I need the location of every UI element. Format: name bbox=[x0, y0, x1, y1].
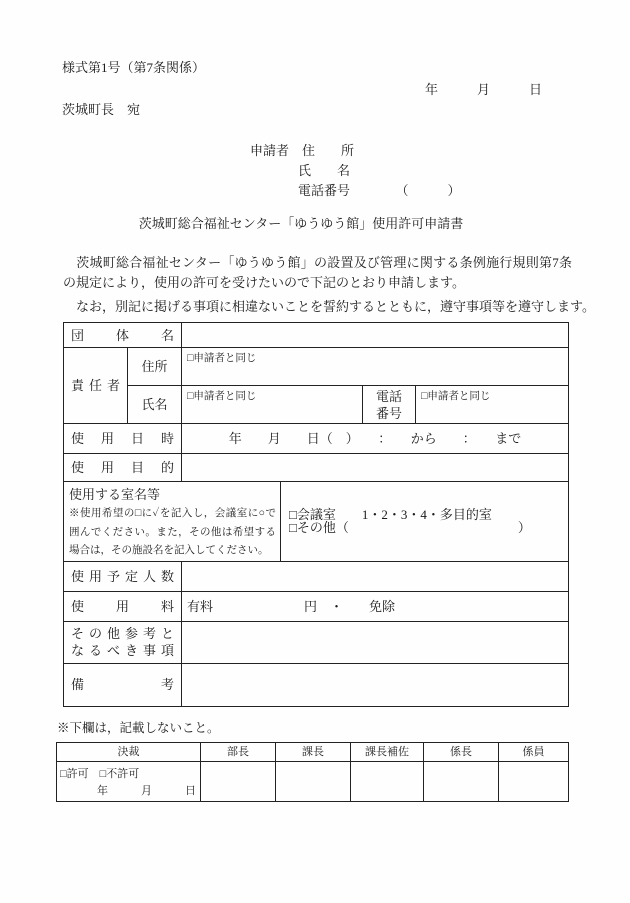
room-name-label-cell bbox=[64, 482, 281, 562]
address-same-as-applicant-checkbox: □申請者と同じ bbox=[182, 348, 569, 386]
responsible-person-label: 責任者 bbox=[64, 348, 128, 424]
room-name-label: 使用する室名等 bbox=[69, 487, 161, 502]
phone-same-as-applicant-checkbox: □申請者と同じ bbox=[416, 386, 569, 424]
approval-note: ※下欄は，記載しないこと。 bbox=[57, 721, 220, 735]
room-name-note: ※使用希望の□に✓を記入し，会議室に○で囲んでください。また，その他は希望する場合は，その施設名を記入してください。 bbox=[69, 508, 277, 556]
stamp-cell-kacho-hosa bbox=[351, 762, 424, 802]
stamp-cell-kakariin bbox=[499, 762, 569, 802]
fee-label: 使用料 bbox=[64, 591, 182, 621]
group-name-label: 団体名 bbox=[64, 323, 182, 348]
remarks-label: 備考 bbox=[64, 663, 182, 706]
form-number: 様式第1号（第7条関係） bbox=[62, 60, 206, 75]
use-purpose-label: 使用目的 bbox=[64, 454, 182, 482]
body-paragraph-2: なお，別記に掲げる事項に相違ないことを誓約するとともに，遵守事項等を遵守します。 bbox=[63, 299, 595, 314]
phone-number-label: 電話 番号 bbox=[363, 386, 416, 424]
decision-cell bbox=[57, 762, 201, 802]
applicant-phone-line: 電話番号 （ ） bbox=[298, 183, 461, 198]
use-datetime-value: 年 月 日（ ） ： から ： まで bbox=[182, 424, 569, 454]
approval-header-kacho: 課長 bbox=[276, 743, 351, 762]
approval-header-kakaricho: 係長 bbox=[424, 743, 499, 762]
page-title: 茨城町総合福祉センター「ゆうゆう館」使用許可申請書 bbox=[138, 216, 464, 231]
fee-value: 有料 円 ・ 免除 bbox=[182, 591, 569, 621]
applicant-name-line: 氏 名 bbox=[298, 163, 351, 178]
approval-header-kessai: 決裁 bbox=[57, 743, 201, 762]
other-room-checkbox: □その他（ ） bbox=[289, 520, 531, 536]
name-label: 氏名 bbox=[128, 386, 182, 424]
application-table bbox=[63, 322, 569, 707]
other-reference-value-cell bbox=[182, 621, 569, 663]
body-paragraph-1: 茨城町総合福祉センター「ゆうゆう館」の設置及び管理に関する条例施行規則第7条の規定により，使用の許可を受けたいので下記のとおり申請します。 bbox=[63, 255, 572, 290]
use-purpose-value-cell bbox=[182, 454, 569, 482]
date-line: 年 月 日 bbox=[424, 82, 542, 97]
stamp-cell-kakaricho bbox=[424, 762, 499, 802]
use-datetime-label: 使用日時 bbox=[64, 424, 182, 454]
applicant-address-line: 申請者 住 所 bbox=[250, 143, 355, 158]
stamp-cell-kacho bbox=[276, 762, 351, 802]
address-label: 住所 bbox=[128, 348, 182, 386]
approval-header-bucho: 部長 bbox=[201, 743, 276, 762]
other-reference-label: その他参考と なるべき事項 bbox=[64, 621, 182, 663]
decision-date: 年 月 日 bbox=[97, 785, 196, 797]
approval-table bbox=[56, 742, 569, 802]
group-name-value-cell bbox=[182, 323, 569, 348]
name-same-as-applicant-checkbox: □申請者と同じ bbox=[182, 386, 363, 424]
room-options-cell bbox=[281, 482, 569, 562]
remarks-value-cell bbox=[182, 663, 569, 706]
meeting-room-checkbox: □会議室 1・2・3・4・多目的室 bbox=[289, 507, 492, 523]
decision-checkboxes: □許可 □不許可 bbox=[60, 768, 140, 780]
approval-header-kakariin: 係員 bbox=[499, 743, 569, 762]
stamp-cell-bucho bbox=[201, 762, 276, 802]
approval-header-kacho-hosa: 課長補佐 bbox=[351, 743, 424, 762]
applicant-block bbox=[250, 141, 461, 201]
attendees-value-cell bbox=[182, 561, 569, 591]
addressee: 茨城町長 宛 bbox=[62, 102, 141, 117]
attendees-label: 使用予定人数 bbox=[64, 561, 182, 591]
